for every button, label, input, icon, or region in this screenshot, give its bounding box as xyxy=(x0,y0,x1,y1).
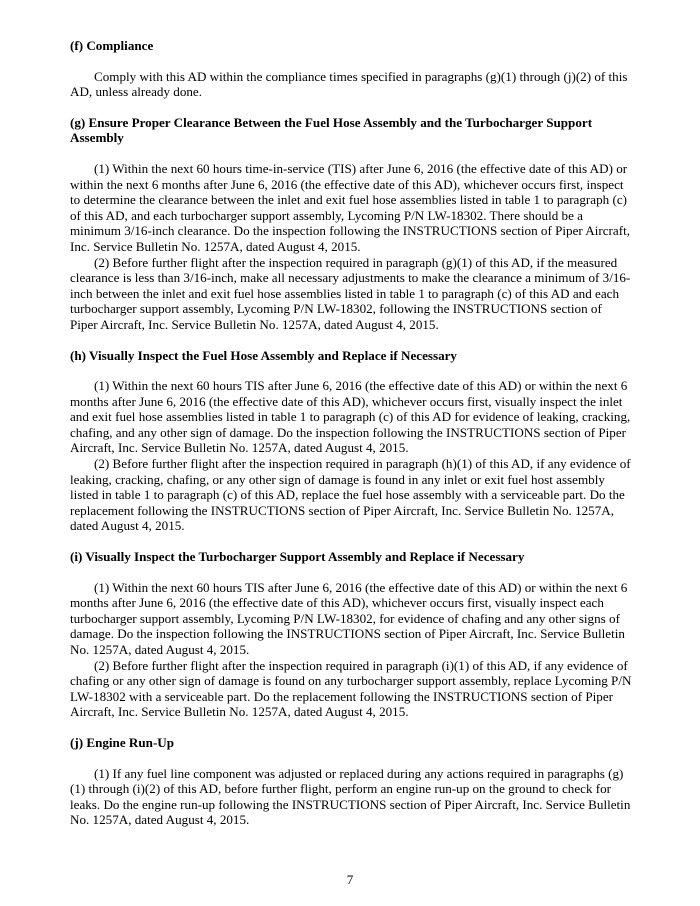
section-h-heading: (h) Visually Inspect the Fuel Hose Assembly and Replace if Necessary xyxy=(70,347,457,363)
section-j-paragraph-1: (1) If any fuel line component was adjusted or replaced during any actions required in paragraphs (g)(1) through (i)(2) of this AD, before further flight, perform an engine run-up on the ground to check for leaks. Do the engine run-up following the INSTRUCTIONS section of Piper Aircraft, Inc. Service Bulletin No. 1257A, dated August 4, 2015. xyxy=(70,765,631,828)
page-number: 7 xyxy=(346,872,354,887)
section-g-paragraph-2: (2) Before further flight after the inspection required in paragraph (g)(1) of this AD, if the measured clearance is less than 3/16-inch, make all necessary adjustments to make the clearance a minimum of 3/16-inch between the inlet and exit fuel hose assemblies listed in table 1 to paragraph (c) of this AD and each turbocharger support assembly, Lycoming P/N LW-18302, following the INSTRUCTIONS section of Piper Aircraft, Inc. Service Bulletin No. 1257A, dated August 4, 2015. xyxy=(70,254,631,332)
section-j-heading: (j) Engine Run-Up xyxy=(70,734,175,750)
section-h-paragraph-1: (1) Within the next 60 hours TIS after June 6, 2016 (the effective date of this AD) or within the next 6 months after June 6, 2016 (the effective date of this AD), whichever occurs first, visually inspect the inlet and exit fuel hose assemblies listed in table 1 to paragraph (c) of this AD for evidence of leaking, cracking, chafing, and any other sign of damage. Do the inspection following the INSTRUCTIONS section of Piper Aircraft, Inc. Service Bulletin No. 1257A, dated August 4, 2015. xyxy=(70,378,631,456)
document-page xyxy=(70,38,632,828)
section-f-paragraph-1: Comply with this AD within the compliance times specified in paragraphs (g)(1) through (j)(2) of this AD, unless already done. xyxy=(70,68,628,100)
section-i-paragraph-2: (2) Before further flight after the inspection required in paragraph (i)(1) of this AD, if any evidence of chafing or any other sign of damage is found on any turbocharger support assembly, replace Lycoming P/N LW-18302 with a serviceable part. Do the replacement following the INSTRUCTIONS section of Piper Aircraft, Inc. Service Bulletin No. 1257A, dated August 4, 2015. xyxy=(70,657,632,720)
section-g-heading: (g) Ensure Proper Clearance Between the Fuel Hose Assembly and the Turbocharger Support Assembly xyxy=(70,114,593,146)
section-f-heading: (f) Compliance xyxy=(70,38,154,53)
section-i-paragraph-1: (1) Within the next 60 hours TIS after June 6, 2016 (the effective date of this AD) or within the next 6 months after June 6, 2016 (the effective date of this AD), whichever occurs first, visually inspect each turbocharger support assembly, Lycoming P/N LW-18302, for evidence of chafing and any other signs of damage. Do the inspection following the INSTRUCTIONS section of Piper Aircraft, Inc. Service Bulletin No. 1257A, dated August 4, 2015. xyxy=(70,579,628,657)
section-g-paragraph-1: (1) Within the next 60 hours time-in-service (TIS) after June 6, 2016 (the effective date of this AD) or within the next 6 months after June 6, 2016 (the effective date of this AD), whichever occurs first, inspect to determine the clearance between the inlet and exit fuel hose assemblies listed in table 1 to paragraph (c) of this AD, and each turbocharger support assembly, Lycoming P/N LW-18302. There should be a minimum 3/16-inch clearance. Do the inspection following the INSTRUCTIONS section of Piper Aircraft, Inc. Service Bulletin No. 1257A, dated August 4, 2015. xyxy=(70,160,631,254)
section-i-heading: (i) Visually Inspect the Turbocharger Support Assembly and Replace if Necessary xyxy=(70,549,525,565)
section-h-paragraph-2: (2) Before further flight after the inspection required in paragraph (h)(1) of this AD, if any evidence of leaking, cracking, chafing, or any other sign of damage is found in any inlet or exit fuel host assembly listed in table 1 to paragraph (c) of this AD, replace the fuel hose assembly with a serviceable part. Do the replacement following the INSTRUCTIONS section of Piper Aircraft, Inc. Service Bulletin No. 1257A, dated August 4, 2015. xyxy=(70,456,631,534)
